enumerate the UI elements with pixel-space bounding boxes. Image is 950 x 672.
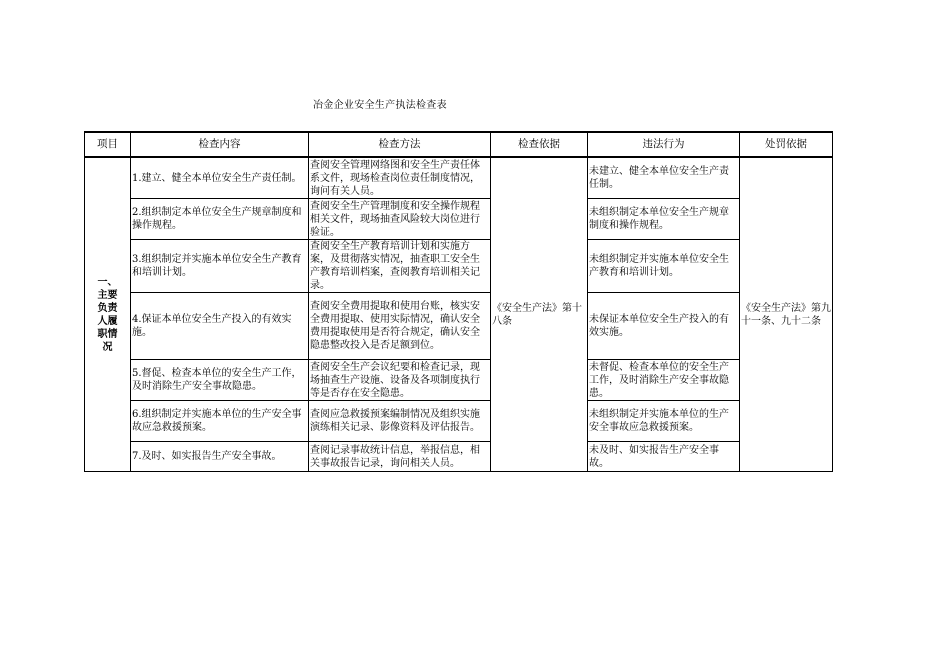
header-method: 检查方法 (309, 132, 491, 157)
header-penalty: 处罚依据 (740, 132, 833, 157)
check-content: 7.及时、如实报告生产安全事故。 (131, 442, 309, 472)
check-method: 查阅安全管理网络图和安全生产责任体系文件，现场检查岗位责任制度情况，询问有关人员。 (309, 157, 491, 199)
check-method: 查阅安全费用提取和使用台账，核实安全费用提取、使用实际情况，确认安全费用提取使用是否符合规定，确认安全隐患整改投入是否足额到位。 (309, 293, 491, 360)
check-method: 查阅应急救援预案编制情况及组织实施演练相关记录、影像资料及评估报告。 (309, 401, 491, 442)
header-basis: 检查依据 (491, 132, 588, 157)
check-content: 2.组织制定本单位安全生产规章制度和操作规程。 (131, 199, 309, 240)
table-row (85, 442, 833, 472)
violation: 未保证本单位安全生产投入的有效实施。 (588, 293, 740, 360)
violation: 未组织制定并实施本单位安全生产教育和培训计划。 (588, 240, 740, 293)
check-content: 4.保证本单位安全生产投入的有效实施。 (131, 293, 309, 360)
section-item-label (85, 157, 131, 472)
table-row (85, 293, 833, 360)
document-title: 冶金企业安全生产执法检查表 (313, 100, 447, 111)
table-row (85, 157, 833, 199)
violation: 未及时、如实报告生产安全事故。 (588, 442, 740, 472)
check-method: 查阅记录事故统计信息，举报信息，相关事故报告记录，询问相关人员。 (309, 442, 491, 472)
header-content: 检查内容 (131, 132, 309, 157)
table-row (85, 199, 833, 240)
violation: 未组织制定并实施本单位的生产安全事故应急救援预案。 (588, 401, 740, 442)
check-method: 查阅安全生产管理制度和安全操作规程相关文件，现场抽查风险较大岗位进行验证。 (309, 199, 491, 240)
header-item: 项目 (85, 132, 131, 157)
check-content: 3.组织制定并实施本单位安全生产教育和培训计划。 (131, 240, 309, 293)
penalty-basis: 《安全生产法》第九十一条、九十二条 (740, 157, 833, 472)
check-basis: 《安全生产法》第十八条 (491, 157, 588, 472)
violation: 未建立、健全本单位安全生产责任制。 (588, 157, 740, 199)
check-method: 查阅安全生产会议纪要和检查记录，现场抽查生产设施、设备及各项制度执行等是否存在安全隐患。 (309, 360, 491, 401)
violation: 未督促、检查本单位的安全生产工作，及时消除生产安全事故隐患。 (588, 360, 740, 401)
check-content: 1.建立、健全本单位安全生产责任制。 (131, 157, 309, 199)
table-row (85, 240, 833, 293)
check-method: 查阅安全生产教育培训计划和实施方案，及贯彻落实情况，抽查职工安全生产教育培训档案，查阅教育培训相关记录。 (309, 240, 491, 293)
check-content: 6.组织制定并实施本单位的生产安全事故应急救援预案。 (131, 401, 309, 442)
violation: 未组织制定本单位安全生产规章制度和操作规程。 (588, 199, 740, 240)
inspection-table (84, 131, 833, 472)
check-content: 5.督促、检查本单位的安全生产工作，及时消除生产安全事故隐患。 (131, 360, 309, 401)
table-row (85, 401, 833, 442)
header-row (85, 132, 833, 157)
header-violation: 违法行为 (588, 132, 740, 157)
section-item-text: 一、 主要 负责 人履 职情 况 (97, 276, 118, 353)
table-row (85, 360, 833, 401)
